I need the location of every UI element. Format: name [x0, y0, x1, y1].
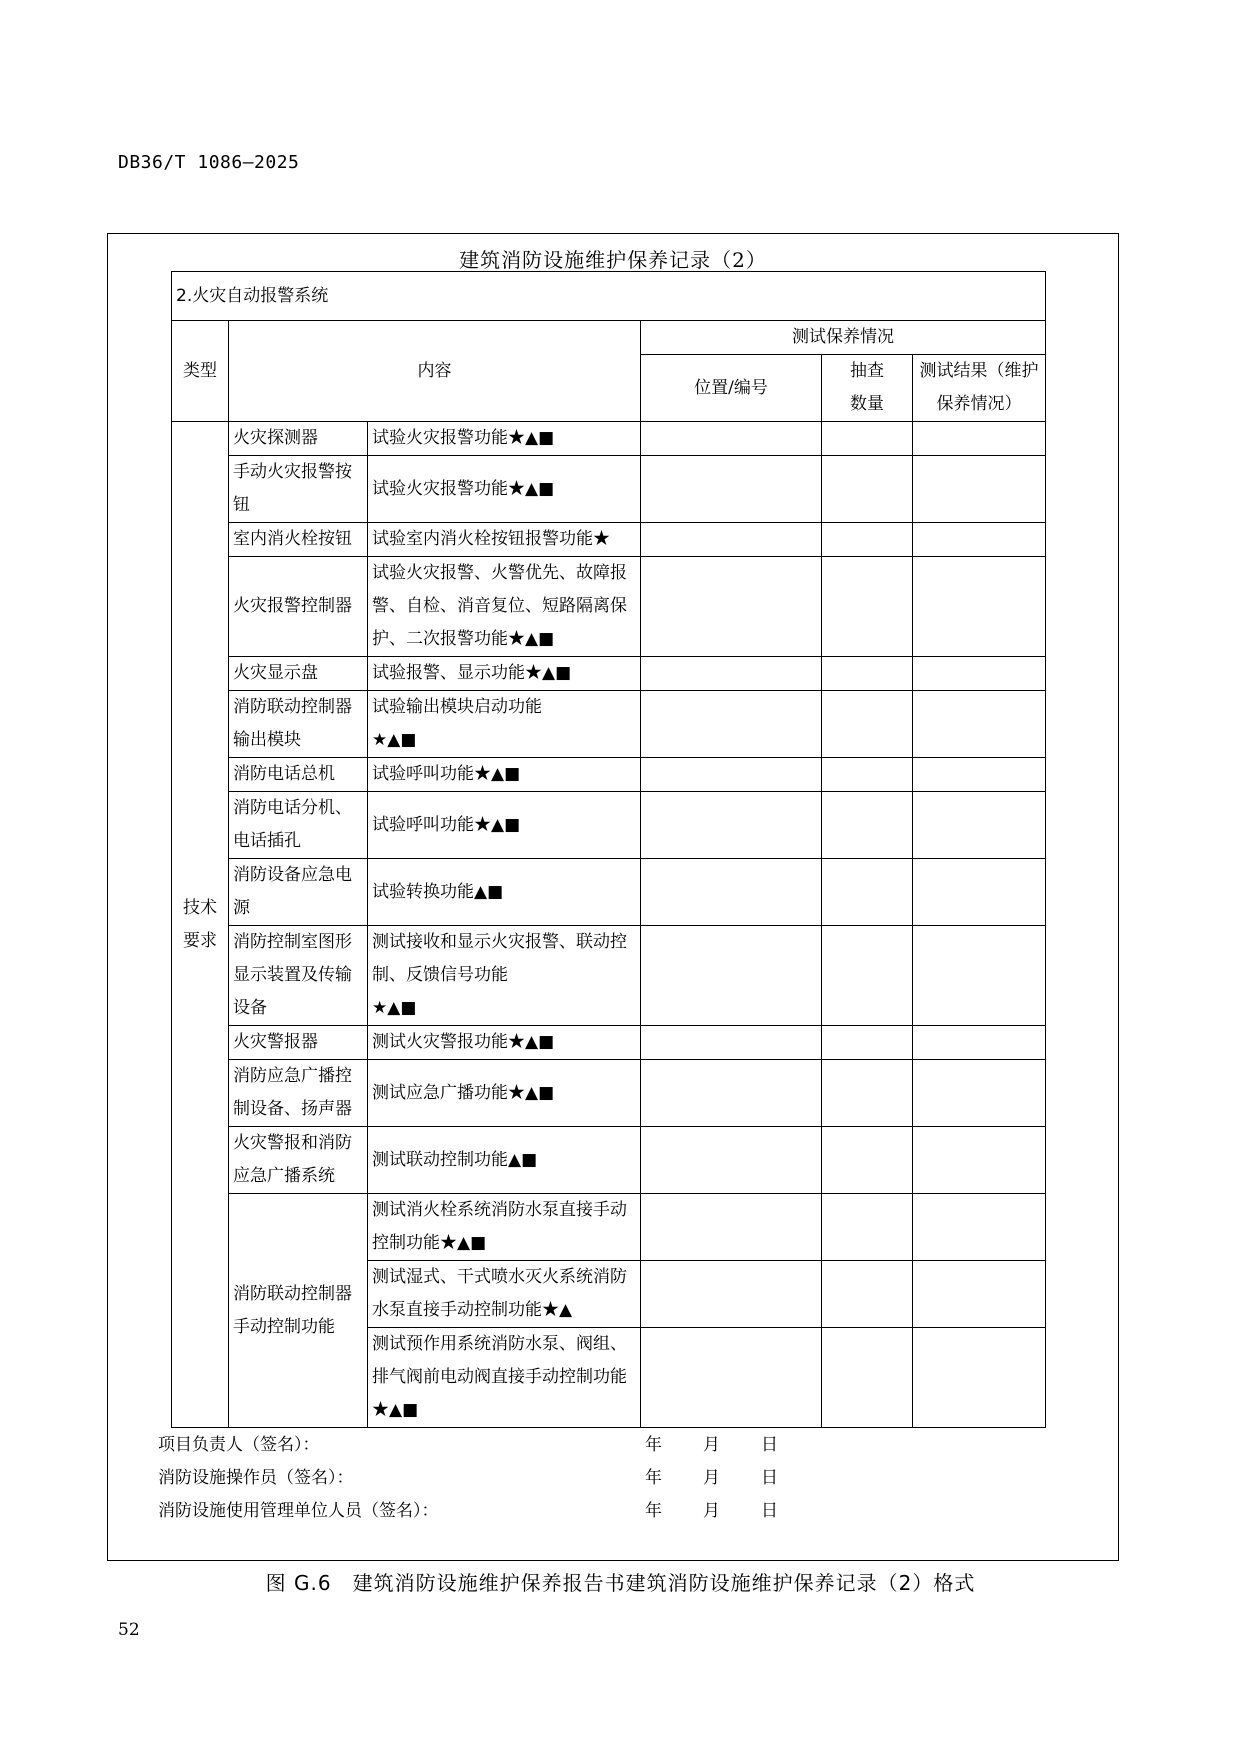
- signature-month: 月: [703, 1501, 720, 1521]
- sample-cell: [822, 1026, 913, 1060]
- item-cell: 火灾探测器: [229, 422, 368, 456]
- content-cell: 测试消火栓系统消防水泵直接手动控制功能★▲■: [368, 1194, 641, 1261]
- result-cell: [913, 859, 1046, 926]
- item-cell: 消防联动控制器手动控制功能: [229, 1194, 368, 1428]
- table-row: [172, 1194, 1046, 1261]
- location-cell: [641, 1060, 822, 1127]
- result-cell: [913, 792, 1046, 859]
- item-cell: 室内消火栓按钮: [229, 523, 368, 557]
- item-cell: 消防设备应急电源: [229, 859, 368, 926]
- location-cell: [641, 758, 822, 792]
- table-row: [172, 926, 1046, 1026]
- table-row: [172, 1026, 1046, 1060]
- content-cell: 试验转换功能▲■: [368, 859, 641, 926]
- system-name: 2.火灾自动报警系统: [172, 272, 1046, 321]
- location-cell: [641, 1261, 822, 1328]
- content-cell: 测试接收和显示火灾报警、联动控制、反馈信号功能 ★▲■: [368, 926, 641, 1026]
- signature-year: 年: [645, 1435, 662, 1455]
- content-cell: 试验呼叫功能★▲■: [368, 758, 641, 792]
- table-row: [172, 557, 1046, 657]
- content-cell: 测试湿式、干式喷水灭火系统消防水泵直接手动控制功能★▲: [368, 1261, 641, 1328]
- location-cell: [641, 691, 822, 758]
- sample-cell: [822, 523, 913, 557]
- table-row: [172, 523, 1046, 557]
- location-cell: [641, 1328, 822, 1428]
- signature-label: 消防设施使用管理单位人员（签名）：: [158, 1501, 439, 1521]
- content-cell: 试验火灾报警功能★▲■: [368, 456, 641, 523]
- location-cell: [641, 657, 822, 691]
- result-cell: [913, 1060, 1046, 1127]
- item-cell: 消防电话分机、电话插孔: [229, 792, 368, 859]
- location-cell: [641, 557, 822, 657]
- content-cell: 试验火灾报警功能★▲■: [368, 422, 641, 456]
- sample-cell: [822, 557, 913, 657]
- sample-cell: [822, 456, 913, 523]
- result-cell: [913, 557, 1046, 657]
- result-cell: [913, 456, 1046, 523]
- location-cell: [641, 1127, 822, 1194]
- sample-cell: [822, 758, 913, 792]
- location-cell: [641, 792, 822, 859]
- content-cell: 测试预作用系统消防水泵、阀组、排气阀前电动阀直接手动控制功能★▲■: [368, 1328, 641, 1428]
- header-content: 内容: [229, 321, 641, 422]
- item-cell: 火灾警报器: [229, 1026, 368, 1060]
- header-test-group: 测试保养情况: [641, 321, 1046, 355]
- page-number: 52: [118, 1620, 140, 1640]
- sample-cell: [822, 657, 913, 691]
- signature-day: 日: [761, 1501, 778, 1521]
- item-cell: 消防应急广播控制设备、扬声器: [229, 1060, 368, 1127]
- signature-year: 年: [645, 1468, 662, 1488]
- table-row: [172, 657, 1046, 691]
- table-row: [172, 792, 1046, 859]
- signature-day: 日: [761, 1468, 778, 1488]
- signature-month: 月: [703, 1468, 720, 1488]
- sample-cell: [822, 1328, 913, 1428]
- table-row: [172, 456, 1046, 523]
- header-result: 测试结果（维护 保养情况）: [913, 355, 1046, 422]
- table-row: [172, 859, 1046, 926]
- item-cell: 消防控制室图形显示装置及传输设备: [229, 926, 368, 1026]
- result-cell: [913, 758, 1046, 792]
- sample-cell: [822, 926, 913, 1026]
- item-cell: 手动火灾报警按钮: [229, 456, 368, 523]
- table-row: [172, 691, 1046, 758]
- content-cell: 测试火灾警报功能★▲■: [368, 1026, 641, 1060]
- document-code: DB36/T 1086—2025: [118, 152, 300, 173]
- signature-month: 月: [703, 1435, 720, 1455]
- sample-cell: [822, 1261, 913, 1328]
- result-cell: [913, 1127, 1046, 1194]
- maintenance-table: [171, 271, 1046, 1428]
- item-cell: 消防联动控制器输出模块: [229, 691, 368, 758]
- result-cell: [913, 1261, 1046, 1328]
- signature-day: 日: [761, 1435, 778, 1455]
- record-frame: [107, 233, 1119, 1561]
- figure-caption: 图 G.6 建筑消防设施维护保养报告书建筑消防设施维护保养记录（2）格式: [265, 1571, 976, 1595]
- content-cell: 试验呼叫功能★▲■: [368, 792, 641, 859]
- content-cell: 试验报警、显示功能★▲■: [368, 657, 641, 691]
- sample-cell: [822, 1127, 913, 1194]
- location-cell: [641, 1026, 822, 1060]
- content-cell: 测试联动控制功能▲■: [368, 1127, 641, 1194]
- location-cell: [641, 456, 822, 523]
- result-cell: [913, 1328, 1046, 1428]
- sample-cell: [822, 1060, 913, 1127]
- location-cell: [641, 422, 822, 456]
- location-cell: [641, 1194, 822, 1261]
- item-cell: 消防电话总机: [229, 758, 368, 792]
- result-cell: [913, 1194, 1046, 1261]
- category-cell: 技术 要求: [172, 422, 229, 1428]
- result-cell: [913, 422, 1046, 456]
- content-cell: 试验室内消火栓按钮报警功能★: [368, 523, 641, 557]
- result-cell: [913, 523, 1046, 557]
- table-row: [172, 1127, 1046, 1194]
- header-type: 类型: [172, 321, 229, 422]
- content-cell: 测试应急广播功能★▲■: [368, 1060, 641, 1127]
- header-sample: 抽查 数量: [822, 355, 913, 422]
- result-cell: [913, 657, 1046, 691]
- sample-cell: [822, 691, 913, 758]
- sample-cell: [822, 859, 913, 926]
- signature-label: 项目负责人（签名）：: [158, 1435, 320, 1455]
- sample-cell: [822, 422, 913, 456]
- record-title: 建筑消防设施维护保养记录（2）: [459, 248, 767, 272]
- signature-label: 消防设施操作员（签名）：: [158, 1468, 354, 1488]
- content-cell: 试验火灾报警、火警优先、故障报警、自检、消音复位、短路隔离保护、二次报警功能★▲■: [368, 557, 641, 657]
- location-cell: [641, 926, 822, 1026]
- result-cell: [913, 1026, 1046, 1060]
- result-cell: [913, 691, 1046, 758]
- table-row: [172, 422, 1046, 456]
- content-cell: 试验输出模块启动功能 ★▲■: [368, 691, 641, 758]
- table-row: [172, 1060, 1046, 1127]
- table-row: [172, 758, 1046, 792]
- location-cell: [641, 523, 822, 557]
- result-cell: [913, 926, 1046, 1026]
- sample-cell: [822, 792, 913, 859]
- item-cell: 火灾报警控制器: [229, 557, 368, 657]
- item-cell: 火灾警报和消防应急广播系统: [229, 1127, 368, 1194]
- location-cell: [641, 859, 822, 926]
- sample-cell: [822, 1194, 913, 1261]
- header-location: 位置/编号: [641, 355, 822, 422]
- item-cell: 火灾显示盘: [229, 657, 368, 691]
- signature-year: 年: [645, 1501, 662, 1521]
